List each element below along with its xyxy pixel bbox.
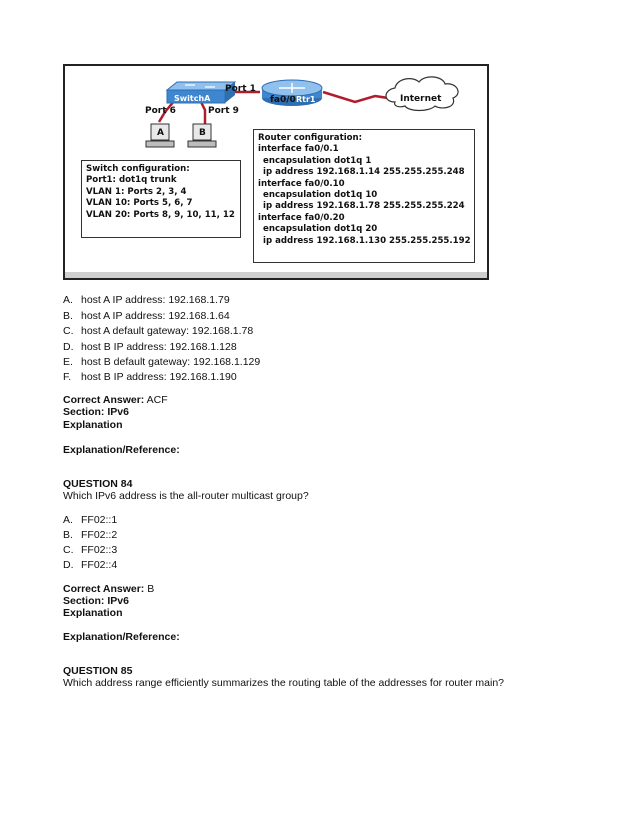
router-label: Rtr1	[296, 95, 316, 104]
section-label: Section: IPv6	[63, 406, 129, 418]
question-84-title: QUESTION 84	[63, 478, 133, 490]
router-config-line: encapsulation dot1q 1	[263, 155, 372, 166]
option-letter: C.	[63, 544, 74, 556]
correct-answer-label: Correct Answer:	[63, 583, 145, 595]
port9-label: Port 9	[208, 106, 239, 116]
router-config-line: encapsulation dot1q 20	[263, 224, 378, 235]
option-e	[63, 356, 260, 369]
explanation-reference: Explanation/Reference:	[63, 444, 180, 456]
router-config-line: ip address 192.168.1.130 255.255.255.192	[263, 235, 471, 246]
fa00-label: fa0/0	[270, 95, 296, 105]
option-d	[63, 559, 117, 572]
router-config-box	[253, 129, 475, 263]
option-text: FF02::2	[81, 529, 118, 541]
section-label: Section: IPv6	[63, 595, 129, 607]
option-a	[63, 294, 230, 307]
router-config-line: ip address 192.168.1.14 255.255.255.248	[263, 167, 465, 178]
option-letter: D.	[63, 341, 74, 353]
host-b-label: B	[199, 128, 206, 138]
router-config-line: interface fa0/0.10	[258, 178, 345, 189]
router-config-line: interface fa0/0.1	[258, 144, 339, 155]
explanation-heading: Explanation	[63, 607, 123, 619]
switch-config-line: VLAN 20: Ports 8, 9, 10, 11, 12	[86, 209, 235, 220]
option-d	[63, 341, 237, 354]
router-config-line: Router configuration:	[258, 133, 363, 143]
option-text: host B IP address: 192.168.1.128	[81, 341, 237, 353]
option-letter: F.	[63, 371, 72, 383]
option-text: host B default gateway: 192.168.1.129	[81, 356, 261, 368]
router-config-line: interface fa0/0.20	[258, 212, 345, 223]
correct-answer-label: Correct Answer:	[63, 394, 145, 406]
option-letter: D.	[63, 559, 74, 571]
question-85-title: QUESTION 85	[63, 665, 133, 677]
correct-answer-value: ACF	[144, 394, 168, 406]
option-letter: E.	[63, 356, 73, 368]
router-config-line: ip address 192.168.1.78 255.255.255.224	[263, 201, 465, 212]
port6-label: Port 6	[145, 106, 176, 116]
option-letter: C.	[63, 325, 74, 337]
router-config-line: encapsulation dot1q 10	[263, 190, 378, 201]
option-c	[63, 325, 253, 338]
host-a-label: A	[157, 128, 164, 138]
switch-config-line: VLAN 1: Ports 2, 3, 4	[86, 186, 187, 197]
option-b	[63, 310, 230, 323]
option-text: host A IP address: 192.168.1.64	[81, 310, 230, 322]
option-f	[63, 371, 237, 384]
explanation-reference: Explanation/Reference:	[63, 631, 180, 643]
correct-answer-value: B	[144, 583, 155, 595]
question-84-text: Which IPv6 address is the all-router multicast group?	[63, 490, 309, 502]
option-text: FF02::4	[81, 559, 118, 571]
option-text: FF02::1	[81, 514, 118, 526]
option-text: host B IP address: 192.168.1.190	[81, 371, 237, 383]
option-b	[63, 529, 117, 542]
option-text: host A default gateway: 192.168.1.78	[81, 325, 254, 337]
question-85-text: Which address range efficiently summarizes the routing table of the addresses for router main?	[63, 677, 505, 689]
option-letter: A.	[63, 294, 73, 306]
option-text: FF02::3	[81, 544, 118, 556]
option-c	[63, 544, 117, 557]
switch-config-line: Port1: dot1q trunk	[86, 175, 177, 186]
figure-bottom-shade	[65, 272, 487, 278]
internet-label: Internet	[400, 94, 442, 104]
explanation-heading: Explanation	[63, 419, 123, 431]
switch-config-line: VLAN 10: Ports 5, 6, 7	[86, 198, 193, 209]
switch-config-line: Switch configuration:	[86, 164, 190, 174]
option-text: host A IP address: 192.168.1.79	[81, 294, 230, 306]
option-letter: B.	[63, 529, 73, 541]
option-letter: B.	[63, 310, 73, 322]
switch-config-box	[81, 160, 241, 238]
option-a	[63, 514, 117, 527]
port1-label: Port 1	[225, 84, 256, 94]
network-diagram	[63, 64, 489, 280]
switch-label: SwitchA	[174, 94, 211, 103]
option-letter: A.	[63, 514, 73, 526]
